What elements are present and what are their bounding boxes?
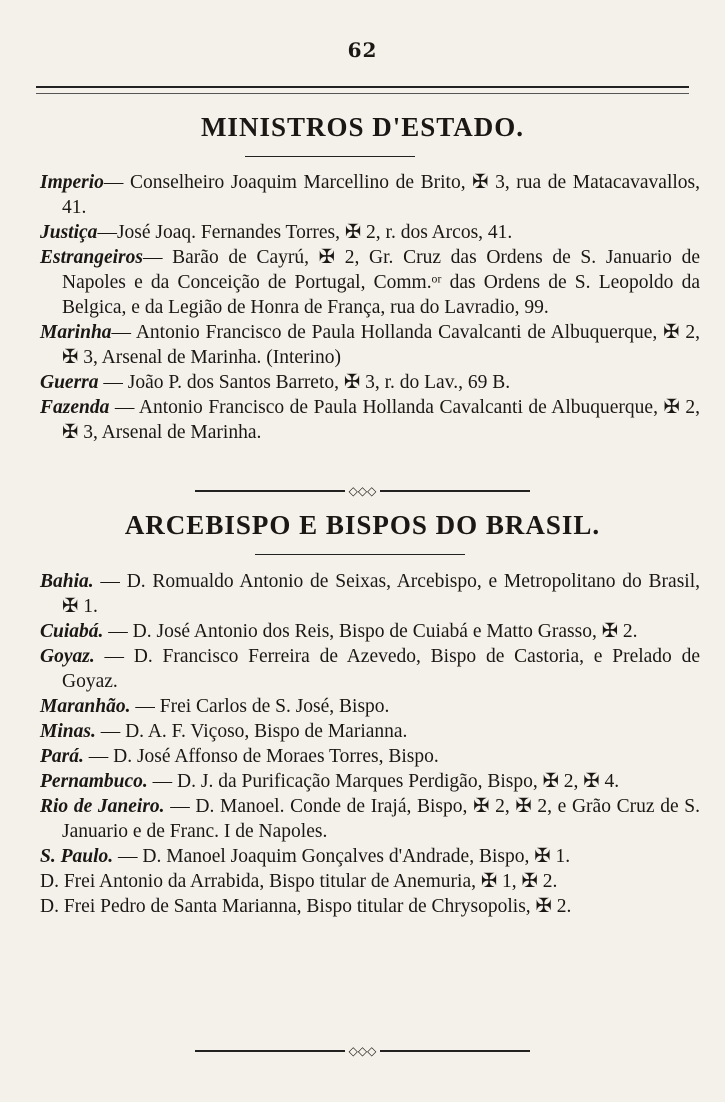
list-item: Bahia. — D. Romualdo Antonio de Seixas, Arcebispo, e Metropolitano do Brasil, ✠ 1. <box>40 571 700 617</box>
list-item: Goyaz. — D. Francisco Ferreira de Azevedo, Bispo de Castoria, e Prelado de Goyaz. <box>40 646 700 692</box>
ornament-divider: ◇◇◇ <box>0 1040 725 1059</box>
ornament-divider: ◇◇◇ <box>0 480 725 499</box>
list-item: Marinha— Antonio Francisco de Paula Hollanda Cavalcanti de Albuquerque, ✠ 2, ✠ 3, Arsenal de Marinha. (Interino) <box>40 322 700 368</box>
header-rule <box>36 86 689 94</box>
section-title-ministros: MINISTROS D'ESTADO. <box>200 112 525 142</box>
list-item: Minas. — D. A. F. Viçoso, Bispo de Marianna. <box>40 721 408 742</box>
list-item: Imperio— Conselheiro Joaquim Marcellino de Brito, ✠ 3, rua de Matacavavallos, 41. <box>40 172 700 218</box>
bispos-list <box>40 569 700 919</box>
list-item: D. Frei Antonio da Arrabida, Bispo titular de Anemuria, ✠ 1, ✠ 2. <box>40 871 558 892</box>
list-item: Pará. — D. José Affonso de Moraes Torres, Bispo. <box>40 746 439 767</box>
title-underline <box>255 554 465 555</box>
list-item: Cuiabá. — D. José Antonio dos Reis, Bispo de Cuiabá e Matto Grasso, ✠ 2. <box>40 621 638 642</box>
list-item: Maranhão. — Frei Carlos de S. José, Bispo. <box>40 696 390 717</box>
page-number: 62 <box>347 38 378 62</box>
list-item: Justiça—José Joaq. Fernandes Torres, ✠ 2, r. dos Arcos, 41. <box>40 222 513 243</box>
list-item: Pernambuco. — D. J. da Purificação Marques Perdigão, Bispo, ✠ 2, ✠ 4. <box>40 771 620 792</box>
section-title-bispos: ARCEBISPO E BISPOS DO BRASIL. <box>124 510 601 540</box>
title-underline <box>245 156 415 157</box>
list-item: Fazenda — Antonio Francisco de Paula Hollanda Cavalcanti de Albuquerque, ✠ 2, ✠ 3, Arsenal de Marinha. <box>40 397 700 443</box>
list-item: S. Paulo. — D. Manoel Joaquim Gonçalves d'Andrade, Bispo, ✠ 1. <box>40 846 571 867</box>
list-item: Rio de Janeiro. — D. Manoel. Conde de Irajá, Bispo, ✠ 2, ✠ 2, e Grão Cruz de S. Januario e de Franc. I de Napoles. <box>40 796 700 842</box>
list-item: Guerra — João P. dos Santos Barreto, ✠ 3, r. do Lav., 69 B. <box>40 372 511 393</box>
ministros-list <box>40 170 700 445</box>
list-item: Estrangeiros— Barão de Cayrú, ✠ 2, Gr. Cruz das Ordens de S. Januario de Napoles e da Conceição de Portugal, Comm.ᵒʳ das Ordens de S. Leopoldo da Belgica, e da Legião de Honra de França, rua do Lavradio, 99. <box>40 247 700 318</box>
list-item: D. Frei Pedro de Santa Marianna, Bispo titular de Chrysopolis, ✠ 2. <box>40 896 572 917</box>
